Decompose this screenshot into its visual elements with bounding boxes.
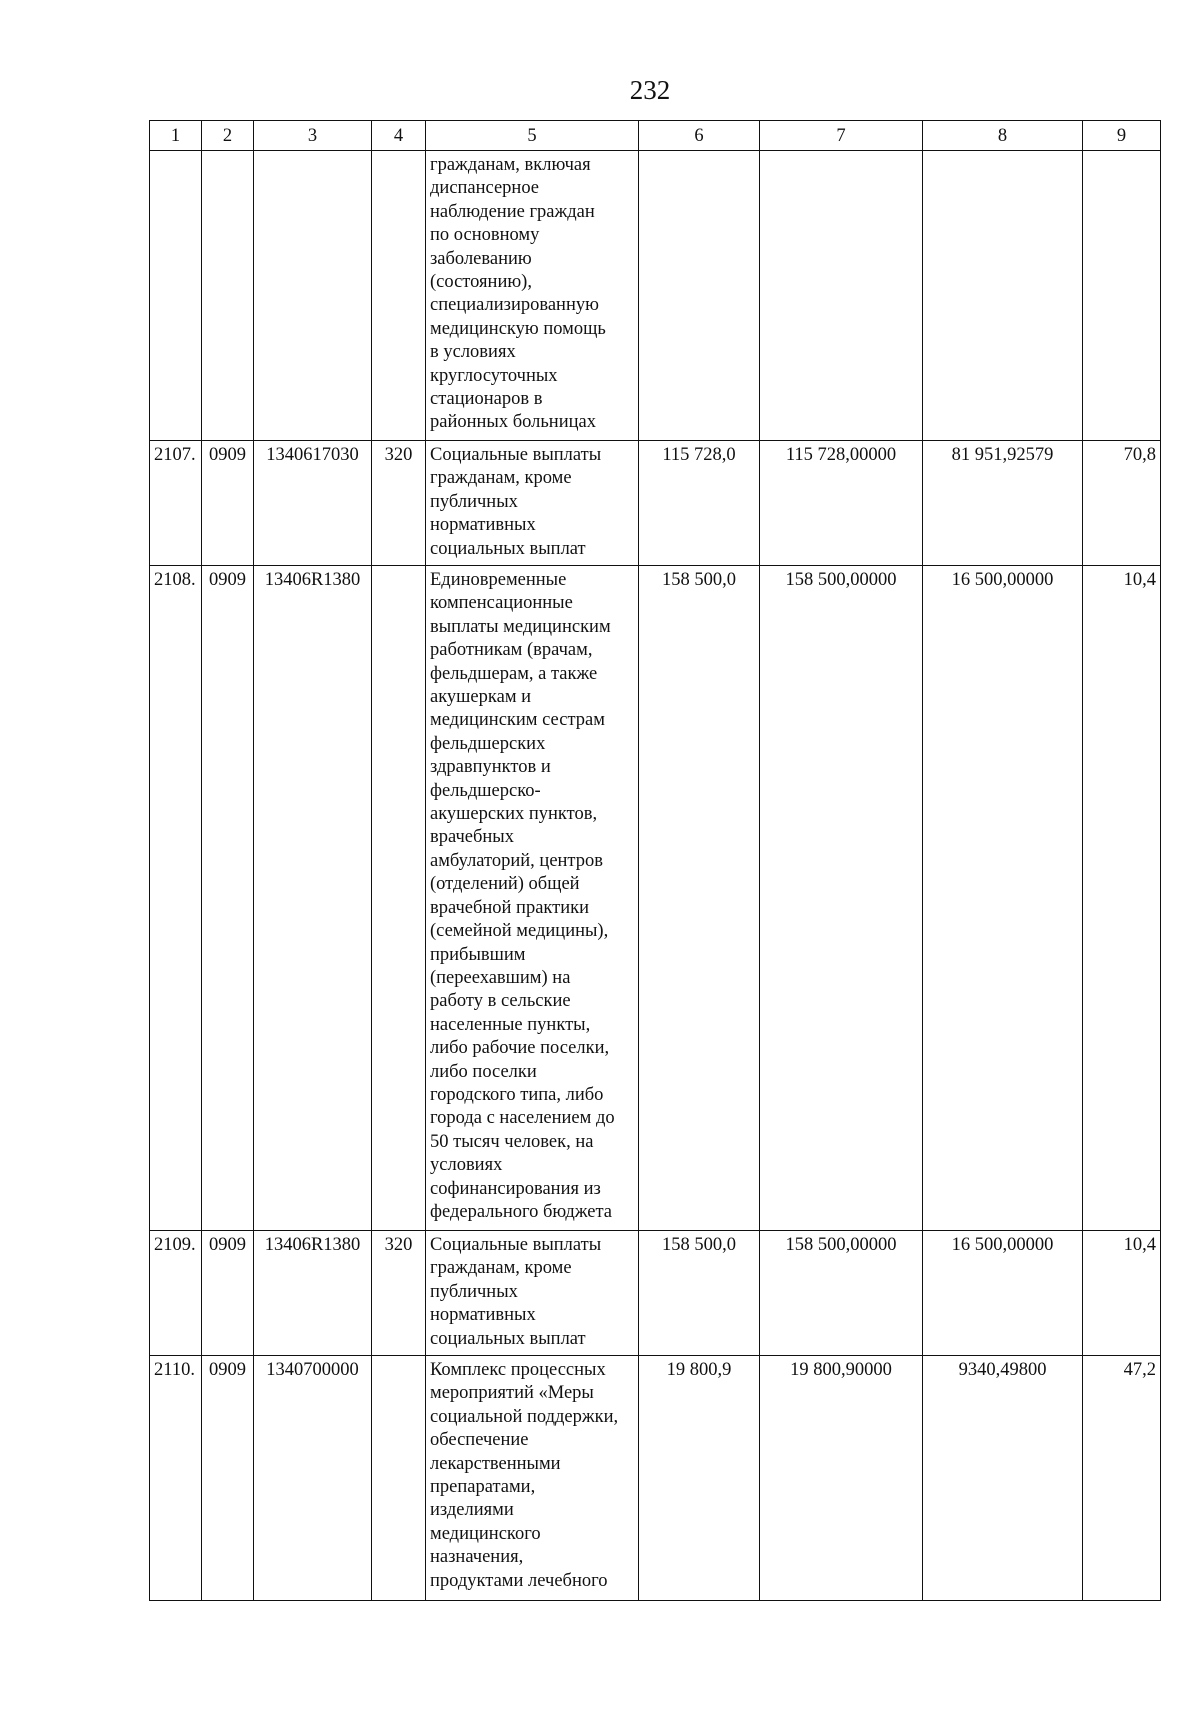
execution-percent: 47,2 [1083,1356,1161,1601]
expense-type-code [372,1356,426,1601]
expense-type-code [372,151,426,441]
row-description [426,566,639,1231]
executed-amount [923,151,1083,441]
row-index: 2110. [150,1356,202,1601]
plan-amount: 19 800,9 [639,1356,760,1601]
table-row [150,151,1161,441]
column-header: 6 [639,121,760,151]
plan-amount: 115 728,0 [639,441,760,566]
executed-amount: 16 500,00000 [923,1231,1083,1356]
execution-percent: 70,8 [1083,441,1161,566]
table-row [150,441,1161,566]
expense-type-code: 320 [372,1231,426,1356]
target-article-code [254,151,372,441]
description-text: Комплекс процессных мероприятий «Меры социальной поддержки, обеспечение лекарственными препаратами, изделиями медицинского назначения, продуктами лечебного [430,1360,619,1591]
row-description [426,1231,639,1356]
row-index: 2108. [150,566,202,1231]
row-description [426,1356,639,1601]
plan-amount: 158 500,0 [639,566,760,1231]
column-header: 8 [923,121,1083,151]
column-header: 1 [150,121,202,151]
row-index: 2107. [150,441,202,566]
column-header: 5 [426,121,639,151]
target-article-code: 13406R1380 [254,1231,372,1356]
executed-amount: 9340,49800 [923,1356,1083,1601]
execution-percent: 10,4 [1083,1231,1161,1356]
page-number: 232 [629,75,671,105]
execution-percent [1083,151,1161,441]
row-description [426,441,639,566]
table-row [150,1356,1161,1601]
plan-amount: 158 500,0 [639,1231,760,1356]
table-row [150,566,1161,1231]
refined-amount [760,151,923,441]
description-text: Социальные выплаты гражданам, кроме публичных нормативных социальных выплат [430,1235,602,1349]
row-description [426,151,639,441]
expense-type-code [372,566,426,1231]
target-article-code: 1340700000 [254,1356,372,1601]
executed-amount: 81 951,92579 [923,441,1083,566]
executed-amount: 16 500,00000 [923,566,1083,1231]
column-header: 4 [372,121,426,151]
description-text: Социальные выплаты гражданам, кроме публичных нормативных социальных выплат [430,445,602,559]
refined-amount: 19 800,90000 [760,1356,923,1601]
target-article-code: 1340617030 [254,441,372,566]
section-code [202,151,254,441]
row-index [150,151,202,441]
section-code: 0909 [202,566,254,1231]
plan-amount [639,151,760,441]
header-row [150,121,1161,151]
execution-percent: 10,4 [1083,566,1161,1231]
refined-amount: 158 500,00000 [760,566,923,1231]
refined-amount: 158 500,00000 [760,1231,923,1356]
description-text: гражданам, включая диспансерное наблюдение граждан по основному заболеванию (состоянию), специализированную медицинскую помощь в условиях круглосуточных стационаров в районных больницах [430,155,606,433]
section-code: 0909 [202,1356,254,1601]
table-row [150,1231,1161,1356]
budget-table [149,120,1161,1601]
target-article-code: 13406R1380 [254,566,372,1231]
column-header: 3 [254,121,372,151]
expense-type-code: 320 [372,441,426,566]
section-code: 0909 [202,441,254,566]
column-header: 2 [202,121,254,151]
row-index: 2109. [150,1231,202,1356]
refined-amount: 115 728,00000 [760,441,923,566]
column-header: 7 [760,121,923,151]
section-code: 0909 [202,1231,254,1356]
column-header: 9 [1083,121,1161,151]
description-text: Единовременные компенсационные выплаты медицинским работникам (врачам, фельдшерам, а также акушеркам и медицинским сестрам фельдшерских здравпунктов и фельдшерско- акушерских пунктов, врачебных амбулаторий, центров (отделений) общей врачебной практики (семейной медицины), прибывшим (переехавшим) на работу в сельские населенные пункты, либо рабочие поселки, либо поселки городского типа, либо города с населением до 50 тысяч человек, на условиях софинансирования из федерального бюджета [430,570,615,1222]
